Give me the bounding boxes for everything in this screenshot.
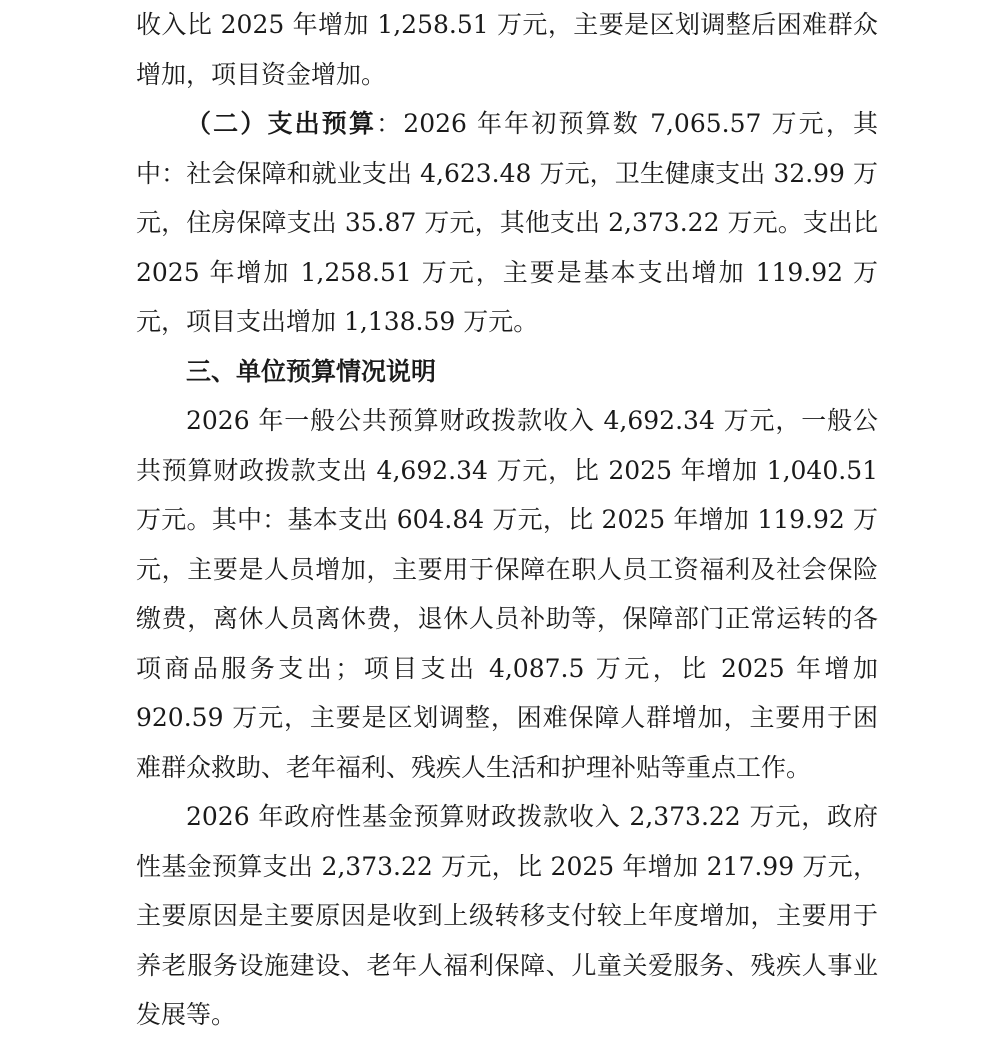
expenditure-budget-heading: （二）支出预算 xyxy=(186,109,377,138)
section-three-heading: 三、单位预算情况说明 xyxy=(186,356,437,386)
expenditure-budget-text: ：2026 年年初预算数 7,065.57 万元，其中：社会保障和就业支出 4,623.48 万元，卫生健康支出 32.99 万元，住房保障支出 35.87 万元，其他支出 2,373.22 万元。支出比 2025 年增加 1,258.51 万元，主要是基本支出增加 119.92 万元，项目支出增加 1,138.59 万元。 xyxy=(136,109,878,336)
fund-budget-paragraph: 2026 年政府性基金预算财政拨款收入 2,373.22 万元，政府性基金预算支出 2,373.22 万元，比 2025 年增加 217.99 万元，主要原因是主要原因是收到上级转移支付较上年度增加，主要用于养老服务设施建设、老年人福利保障、儿童关爱服务、残疾人事业发展等。 xyxy=(136,802,878,1029)
general-budget-paragraph: 2026 年一般公共预算财政拨款收入 4,692.34 万元，一般公共预算财政拨款支出 4,692.34 万元，比 2025 年增加 1,040.51 万元。其中：基本支出 604.84 万元，比 2025 年增加 119.92 万元，主要是人员增加，主要用于保障在职人员工资福利及社会保险缴费，离休人员离休费，退休人员补助等，保障部门正常运转的各项商品服务支出；项目支出 4,087.5 万元，比 2025 年增加 920.59 万元，主要是区划调整，困难保障人群增加，主要用于困难群众救助、老年福利、残疾人生活和护理补贴等重点工作。 xyxy=(136,406,878,782)
document-body xyxy=(136,0,878,1040)
expenditure-budget-paragraph xyxy=(136,99,878,347)
intro-paragraph-tail: 收入比 2025 年增加 1,258.51 万元，主要是区划调整后困难群众增加，项目资金增加。 xyxy=(136,10,878,89)
